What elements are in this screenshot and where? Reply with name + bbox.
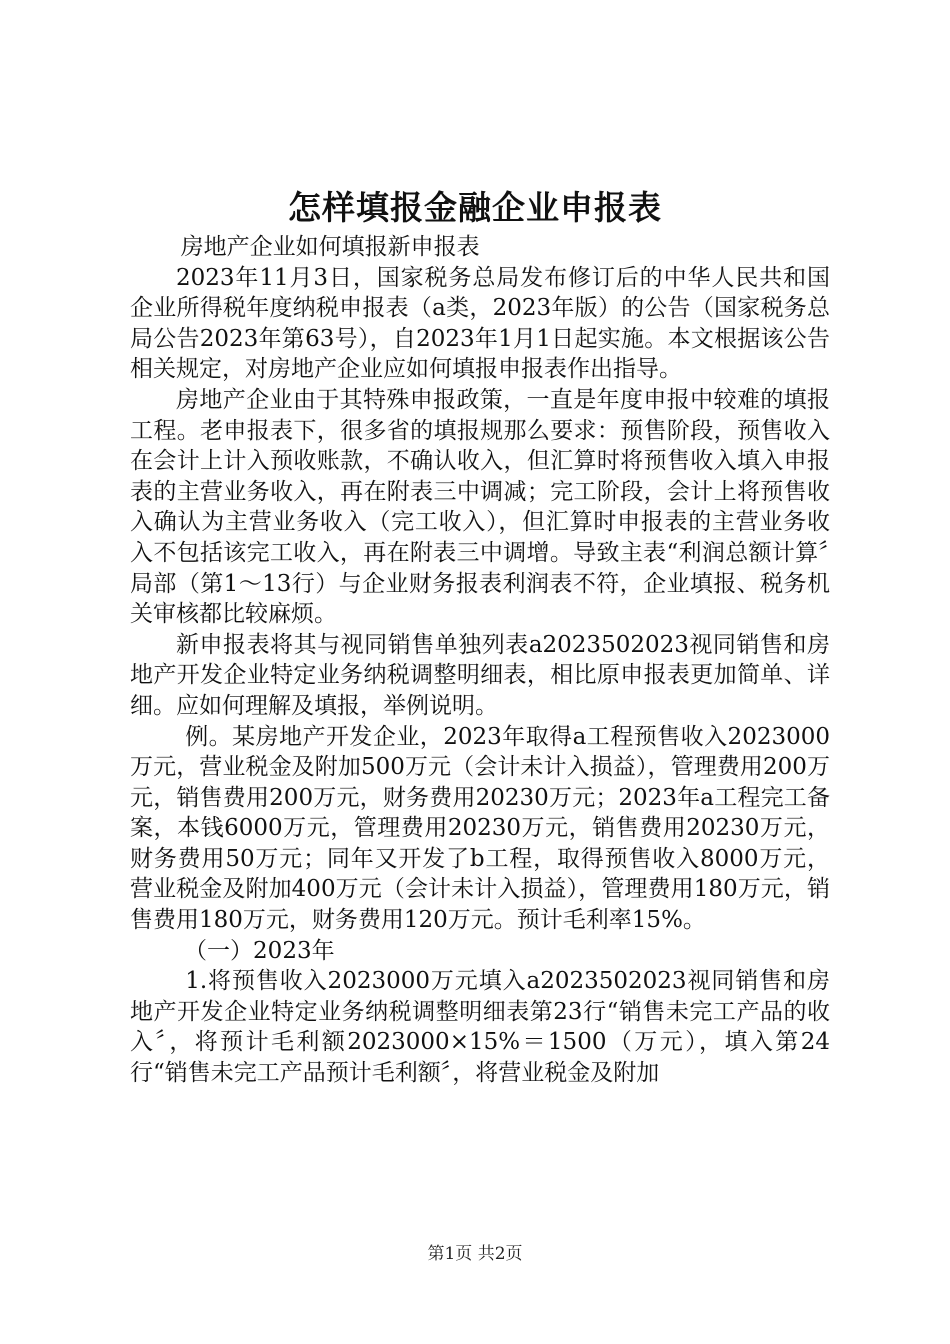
section-heading: （一）2023年	[184, 937, 335, 964]
paragraph: 2023年11月3日，国家税务总局发布修订后的中华人民共和国企业所得税年度纳税申报表（a类，2023年版）的公告（国家税务总局公告2023年第63号），自2023年1月1日起实施。本文根据该公告相关规定，对房地产企业应如何填报申报表作出指导。	[130, 264, 830, 383]
paragraph: 房地产企业由于其特殊申报政策，一直是年度申报中较难的填报工程。老申报表下，很多省的填报规那么要求：预售阶段，预售收入在会计上计入预收账款，不确认收入，但汇算时将预售收入填入申报表的主营业务收入，再在附表三中调减；完工阶段，会计上将预售收入确认为主营业务收入（完工收入），但汇算时申报表的主营业务收入不包括该完工收入，再在附表三中调增。导致主表“利润总额计算〞局部（第1～13行）与企业财务报表利润表不符，企业填报、税务机关审核都比较麻烦。	[130, 386, 830, 628]
paragraph-example: 例。某房地产开发企业，2023年取得a工程预售收入2023000万元，营业税金及附加500万元（会计未计入损益），管理费用200万元，销售费用200万元，财务费用20230万元；2023年a工程完工备案，本钱6000万元，管理费用20230万元，销售费用20230万元，财务费用50万元；同年又开发了b工程，取得预售收入8000万元，营业税金及附加400万元（会计未计入损益），管理费用180万元，销售费用180万元，财务费用120万元。预计毛利率15%。	[130, 723, 830, 934]
paragraph-step: 1.将预售收入2023000万元填入a2023502023视同销售和房地产开发企业特定业务纳税调整明细表第23行“销售未完工产品的收入〞，将预计毛利额2023000×15%＝1500（万元），填入第24行“销售未完工产品预计毛利额〞，将营业税金及附加	[130, 968, 830, 1087]
document-body	[130, 232, 830, 1089]
document-title: 怎样填报金融企业申报表	[288, 188, 662, 227]
page-footer: 第1页 共2页	[427, 1244, 523, 1264]
paragraph-subtitle: 房地产企业如何填报新申报表	[180, 234, 480, 260]
paragraph: 新申报表将其与视同销售单独列表a2023502023视同销售和房地产开发企业特定业务纳税调整明细表，相比原申报表更加简单、详细。应如何理解及填报，举例说明。	[130, 631, 830, 719]
